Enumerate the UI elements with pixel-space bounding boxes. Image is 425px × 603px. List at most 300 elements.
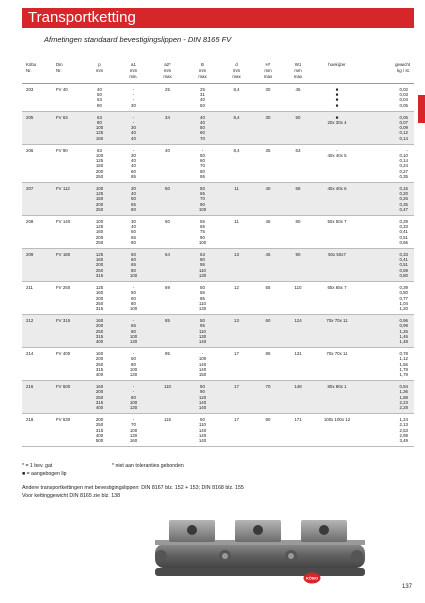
cell-d: 17: [220, 381, 253, 414]
kobo-logo: [303, 572, 321, 584]
col-header-h-1: H*: [265, 62, 271, 67]
footnote-line-2: Voor kettinggewicht DIN 8165 zie blz. 138: [22, 492, 121, 499]
cell-g-line: 0,14: [399, 135, 408, 141]
cell-din: FV 500: [52, 381, 82, 414]
cell-kobo: 207: [22, 183, 52, 216]
cell-p-line: 315: [95, 399, 104, 405]
cell-b-line: 40: [200, 97, 205, 103]
cell-b-line: 140: [198, 437, 207, 443]
cell-p-line: 400: [95, 338, 104, 344]
cell-g: [361, 348, 414, 381]
col-header-g-3: [361, 74, 414, 84]
cell-b-line: 100: [198, 356, 207, 362]
cell-a1-line: 60: [131, 356, 136, 362]
cell-g-line: 0,41: [399, 229, 408, 235]
cell-g-line: 2,13: [399, 422, 408, 428]
cell-b-line: 100: [198, 239, 207, 245]
cell-a1-line: 60: [131, 295, 136, 301]
cell-p-line: 125: [95, 285, 104, 291]
cell-a1-line: 80: [131, 239, 136, 245]
cell-a1-line: 100: [129, 272, 138, 278]
cell-p-line: 250: [95, 328, 104, 334]
cell-a1-line: 80: [131, 394, 136, 400]
col-header-a2-2: mm: [163, 68, 172, 73]
cell-b-line: 140: [198, 399, 207, 405]
cell-hk-line: 100x 100x 12: [323, 417, 351, 423]
cell-b: [185, 144, 220, 182]
cell-b-line: 50: [200, 102, 205, 108]
cell-kobo: 206: [22, 144, 52, 182]
cell-p-line: 160: [95, 196, 104, 202]
cell-d: 17: [220, 348, 253, 381]
col-header-din-1: Din: [56, 62, 63, 67]
col-header-hk-1: hoekijzer: [328, 62, 346, 67]
cell-p-line: 100: [95, 125, 104, 131]
cell-b-line: 80: [200, 168, 205, 174]
cell-din: FV 90: [52, 144, 82, 182]
cell-g-line: 0,80: [399, 272, 408, 278]
cell-hk: [313, 414, 361, 447]
cell-a1-line: -: [132, 92, 135, 98]
cell-a2: 115: [150, 414, 185, 447]
cell-hk-line: ■: [335, 102, 339, 108]
cell-a1-line: -: [132, 120, 135, 126]
cell-a1-line: 160: [129, 437, 138, 443]
cell-a1-line: 80: [131, 361, 136, 367]
cell-g-line: 0,14: [399, 158, 408, 164]
col-header-a1-1: a1: [131, 62, 136, 67]
col-header-w-2: mm: [294, 68, 302, 73]
cell-g: [361, 249, 414, 282]
cell-b-line: 95: [200, 262, 205, 268]
cell-b-line: 40: [200, 120, 205, 126]
cell-g-line: 0,99: [399, 323, 408, 329]
cell-a2: 64: [150, 249, 185, 282]
col-header-h-3: max: [253, 74, 283, 84]
cell-g: [361, 84, 414, 112]
cell-b-line: 40: [200, 114, 205, 120]
cell-b-line: 60: [200, 158, 205, 164]
cell-din: FV 400: [52, 348, 82, 381]
cell-hk-line: 70x 70x 11: [326, 318, 348, 324]
legend: [22, 463, 184, 478]
cell-a1-line: 65: [131, 323, 136, 329]
cell-a1-line: 80: [131, 206, 136, 212]
header-bar: [22, 8, 414, 28]
cell-g-line: 0,29: [399, 219, 408, 225]
cell-b-line: 50: [200, 318, 205, 324]
cell-g: [361, 183, 414, 216]
cell-b-line: 100: [198, 206, 207, 212]
cell-kobo: 218: [22, 414, 52, 447]
cell-a1-line: 40: [131, 224, 136, 230]
cell-h: 55: [253, 282, 283, 315]
cell-a1-line: 60: [131, 257, 136, 263]
cell-a1-line: -: [132, 318, 135, 324]
cell-din: FV 40: [52, 84, 82, 112]
cell-a1-line: 80: [131, 267, 136, 273]
cell-a1-line: -: [132, 97, 135, 103]
cell-b-line: 110: [199, 267, 206, 273]
cell-din: FV 315: [52, 315, 82, 348]
cell-h: 40: [253, 183, 283, 216]
cell-kobo: 209: [22, 249, 52, 282]
col-header-d-3: max: [220, 74, 253, 84]
cell-d: 17: [220, 414, 253, 447]
cell-a1-line: 100: [129, 333, 138, 339]
cell-g-line: 0,96: [399, 318, 408, 324]
cell-b-line: 65: [200, 224, 205, 230]
cell-a1: [117, 381, 150, 414]
cell-hk-line: 80x 80x 1: [327, 384, 347, 390]
cell-hk-line: [313, 207, 361, 212]
cell-a1: [117, 144, 150, 182]
col-header-g-2: kg / st.: [397, 68, 410, 73]
cell-g-line: 0,03: [399, 92, 408, 98]
cell-p-line: 250: [95, 361, 104, 367]
cell-h: 60: [253, 315, 283, 348]
cell-a1-line: 30: [131, 153, 136, 159]
cell-p: [82, 183, 117, 216]
cell-p-line: 400: [95, 404, 104, 410]
cell-p-line: 63: [97, 147, 102, 153]
cell-d: 11: [220, 216, 253, 249]
cell-a1-line: -: [132, 147, 135, 153]
cell-b-line: 130: [198, 272, 207, 278]
cell-g: [361, 414, 414, 447]
cell-g-line: 1,88: [399, 394, 408, 400]
cell-p-line: 200: [95, 168, 104, 174]
cell-p-line: 125: [95, 191, 104, 197]
cell-a1: [117, 84, 150, 112]
cell-g-line: 0,94: [399, 384, 408, 390]
cell-g-line: 1,79: [399, 371, 408, 377]
cell-hk: [313, 282, 361, 315]
cell-a2: 95: [150, 348, 185, 381]
cell-a1-line: 65: [131, 234, 136, 240]
table-row: [22, 249, 414, 282]
cell-b-line: 110: [199, 422, 206, 428]
cell-d: 13: [220, 315, 253, 348]
table-row: [22, 144, 414, 182]
cell-hk-line: 50x 50x 7: [327, 219, 347, 225]
cell-b-line: 25: [200, 87, 205, 92]
cell-a1-line: 60: [131, 168, 136, 174]
cell-a1: [117, 414, 150, 447]
cell-b-line: 60: [200, 130, 205, 136]
cell-g-line: 2,53: [399, 427, 408, 433]
cell-a1-line: 50: [131, 196, 136, 202]
cell-b-line: 120: [198, 394, 207, 400]
cell-g-line: 2,23: [399, 399, 408, 405]
col-header-b-1: B: [201, 62, 204, 67]
table-row: [22, 315, 414, 348]
cell-hk: [313, 348, 361, 381]
cell-g-line: 2,28: [399, 404, 408, 410]
cell-b-line: 50: [200, 384, 205, 390]
cell-b-line: 65: [200, 290, 205, 296]
cell-g-line: 0,07: [399, 120, 408, 126]
cell-a1-line: -: [132, 285, 135, 291]
legend-tolerance: * niet aan toleranties gebonden: [112, 463, 184, 469]
cell-g: [361, 282, 414, 315]
col-header-p-3: [82, 74, 117, 84]
cell-p-line: 63: [97, 114, 102, 120]
cell-b: [185, 84, 220, 112]
cell-b-line: 90: [200, 389, 205, 395]
cell-w: 80: [283, 216, 313, 249]
cell-p-line: 125: [95, 158, 104, 164]
cell-p-line: 315: [95, 305, 104, 311]
cell-p-line: 50: [97, 92, 102, 98]
dimensions-table: [22, 58, 414, 447]
cell-p-line: 315: [95, 366, 104, 372]
cell-b: [185, 414, 220, 447]
footnote: [22, 485, 244, 500]
cell-din: FV 112: [52, 183, 82, 216]
cell-a1: [117, 183, 150, 216]
cell-g-line: 0,35: [399, 173, 408, 179]
cell-d: 13: [220, 249, 253, 282]
cell-a1-line: 40: [131, 158, 136, 164]
cell-b: [185, 111, 220, 144]
cell-g-line: 0,66: [399, 239, 408, 245]
col-header-h-2: mm: [264, 68, 272, 73]
cell-b-line: 65: [200, 191, 205, 197]
cell-p-line: 160: [95, 229, 104, 235]
cell-p-line: 250: [95, 300, 104, 306]
col-header-w-3: max: [283, 74, 313, 84]
col-header-a2-3: max: [150, 74, 185, 84]
table-row: [22, 111, 414, 144]
cell-b-line: 63: [200, 252, 205, 258]
cell-g-line: 0,05: [399, 102, 408, 108]
cell-g-line: 2,99: [399, 432, 408, 438]
cell-p-line: 100: [95, 186, 104, 192]
col-header-a1-2: mm: [129, 68, 138, 73]
cell-g-line: 0,47: [399, 206, 408, 212]
cell-b-line: 110: [199, 328, 206, 334]
cell-g-line: 1,12: [399, 356, 408, 362]
cell-p-line: 200: [95, 356, 104, 362]
cell-b-line: 50: [200, 417, 205, 423]
cell-h: 30: [253, 84, 283, 112]
cell-h: 85: [253, 348, 283, 381]
cell-p-line: 160: [95, 290, 104, 296]
cell-p-line: 100: [95, 219, 104, 225]
cell-hk-line: 40x 40x 5: [327, 153, 347, 159]
cell-g-line: 1,04: [399, 300, 408, 306]
cell-p: [82, 414, 117, 447]
col-header-b-3: max: [185, 74, 220, 84]
cell-hk: [313, 183, 361, 216]
cell-din: FV 250: [52, 282, 82, 315]
cell-p: [82, 282, 117, 315]
cell-hk-line: [313, 136, 361, 141]
cell-a1-line: 100: [129, 427, 138, 433]
cell-b-line: 95: [200, 173, 205, 179]
cell-p-line: 200: [95, 262, 104, 268]
cell-p-line: 160: [95, 163, 104, 169]
col-header-p-1: p: [98, 62, 101, 67]
cell-p-line: 250: [95, 173, 104, 179]
cell-g: [361, 144, 414, 182]
col-header-kobo-2: Nr.: [26, 68, 32, 73]
cell-a1-line: 40: [131, 163, 136, 169]
cell-p: [82, 216, 117, 249]
cell-h: 80: [253, 414, 283, 447]
cell-din: FV 630: [52, 414, 82, 447]
cell-p-line: 400: [95, 432, 104, 438]
cell-g-line: 0,35: [399, 201, 408, 207]
side-tab-marker: [418, 95, 425, 123]
cell-g-line: 0,24: [399, 163, 408, 169]
page-number: 137: [402, 584, 413, 590]
cell-a1-line: 85: [131, 173, 136, 179]
cell-p: [82, 84, 117, 112]
svg-text:KÖBO: KÖBO: [306, 575, 318, 581]
cell-g-line: 1,26: [399, 328, 408, 334]
col-header-b-2: mm: [198, 68, 207, 73]
cell-w: 131: [283, 348, 313, 381]
cell-p-line: 160: [95, 318, 104, 324]
page-title: Transportketting: [28, 9, 136, 26]
cell-hk: [313, 315, 361, 348]
cell-g-line: 0,41: [399, 257, 408, 263]
cell-h: 45: [253, 249, 283, 282]
cell-b-line: 90: [200, 234, 205, 240]
cell-b-line: 130: [198, 305, 207, 311]
cell-a1-line: 130: [129, 371, 138, 377]
col-header-hk-3: [313, 74, 361, 84]
cell-a1-line: 80: [131, 300, 136, 306]
cell-b-line: -: [201, 351, 204, 357]
cell-b-line: 50: [200, 285, 205, 291]
cell-a1: [117, 315, 150, 348]
cell-a1-line: 30: [131, 125, 136, 131]
cell-p-line: 125: [95, 252, 104, 258]
cell-p-line: 315: [95, 272, 104, 278]
cell-g: [361, 381, 414, 414]
cell-g: [361, 216, 414, 249]
cell-hk-line: [313, 174, 361, 179]
cell-p-line: 125: [95, 130, 104, 136]
cell-p-line: 200: [95, 295, 104, 301]
cell-a1-line: -: [132, 417, 135, 423]
cell-w: 90: [283, 249, 313, 282]
cell-hk-line: [313, 339, 361, 344]
cell-hk: [313, 144, 361, 182]
cell-hk-line: ■: [335, 114, 339, 120]
cell-g-line: 0,50: [399, 290, 408, 296]
cell-a1-line: 100: [129, 366, 138, 372]
cell-g-line: 0,77: [399, 295, 408, 301]
cell-a1: [117, 282, 150, 315]
footnote-line-1: Andere transportkettingen met bevestigingslippen: DIN 8167 blz. 152 + 153; DIN 8168 blz. 155: [22, 485, 244, 491]
cell-d: 8,4: [220, 144, 253, 182]
cell-b-line: 140: [198, 404, 207, 410]
cell-b-line: -: [201, 147, 204, 153]
cell-hk-line: ■: [335, 92, 339, 98]
cell-kobo: 212: [22, 315, 52, 348]
cell-a2: 25: [150, 84, 185, 112]
cell-g-line: 0,51: [399, 234, 408, 240]
cell-g-line: 0,16: [399, 186, 408, 192]
cell-a1-line: 65: [131, 262, 136, 268]
cell-a1-line: 30: [131, 186, 136, 192]
cell-hk-line: ■: [335, 97, 339, 103]
cell-b-line: 31: [200, 92, 205, 98]
cell-b-line: 140: [198, 432, 207, 438]
cell-g-line: 0,02: [399, 87, 408, 92]
cell-w: 124: [283, 315, 313, 348]
cell-a1-line: 50: [131, 290, 136, 296]
cell-a1-line: -: [132, 87, 135, 92]
cell-p-line: 200: [95, 417, 104, 423]
table-row: [22, 84, 414, 112]
table-row: [22, 282, 414, 315]
cell-p: [82, 381, 117, 414]
cell-b: [185, 348, 220, 381]
cell-g-line: 1,56: [399, 361, 408, 367]
cell-b-line: 50: [200, 125, 205, 131]
cell-p-line: 80: [97, 120, 102, 126]
chain-illustration: [155, 512, 365, 584]
cell-g-line: 0,33: [399, 224, 408, 230]
cell-hk-line: 20x 30x 4: [327, 120, 347, 126]
table-subtitle: Afmetingen standaard bevestigingslippen - DIN 8165 FV: [44, 35, 232, 44]
cell-g-line: 1,20: [399, 305, 408, 311]
cell-a2: 50: [150, 216, 185, 249]
cell-a1-line: 100: [129, 305, 138, 311]
cell-p-line: 200: [95, 323, 104, 329]
cell-p-line: 315: [95, 427, 104, 433]
cell-b-line: 110: [199, 300, 206, 306]
cell-b: [185, 315, 220, 348]
cell-a1: [117, 216, 150, 249]
cell-b: [185, 216, 220, 249]
cell-hk-line: [313, 438, 361, 443]
cell-din: FV 180: [52, 249, 82, 282]
cell-kobo: 208: [22, 216, 52, 249]
cell-a2: 110: [150, 381, 185, 414]
cell-p-line: 160: [95, 257, 104, 263]
cell-p-line: 160: [95, 351, 104, 357]
cell-a1-line: 50: [131, 252, 136, 258]
cell-g-line: 0,39: [399, 285, 408, 291]
cell-b: [185, 249, 220, 282]
cell-g-line: 1,46: [399, 333, 408, 339]
cell-din: FV 140: [52, 216, 82, 249]
cell-a1-line: 100: [129, 399, 138, 405]
cell-kobo: 214: [22, 348, 52, 381]
cell-p-line: 160: [95, 384, 104, 390]
cell-p-line: 80: [97, 102, 102, 108]
legend-bent-lip: ■ = aangebogen lip: [22, 470, 67, 477]
col-header-din-2: Nr.: [56, 68, 62, 73]
cell-hk-line: 70x 70x 11: [326, 351, 348, 357]
cell-a2: 40: [150, 144, 185, 182]
cell-b-line: 140: [198, 361, 207, 367]
cell-d: 12: [220, 282, 253, 315]
cell-a2: 34: [150, 111, 185, 144]
cell-hk-line: 65x 65x 7: [327, 285, 347, 291]
cell-kobo: 205: [22, 111, 52, 144]
legend-single-hole: * = 1 bev. gat: [22, 463, 53, 469]
cell-a1-line: 40: [131, 130, 136, 136]
cell-a1-line: 130: [129, 432, 138, 438]
cell-w: 45: [283, 84, 313, 112]
